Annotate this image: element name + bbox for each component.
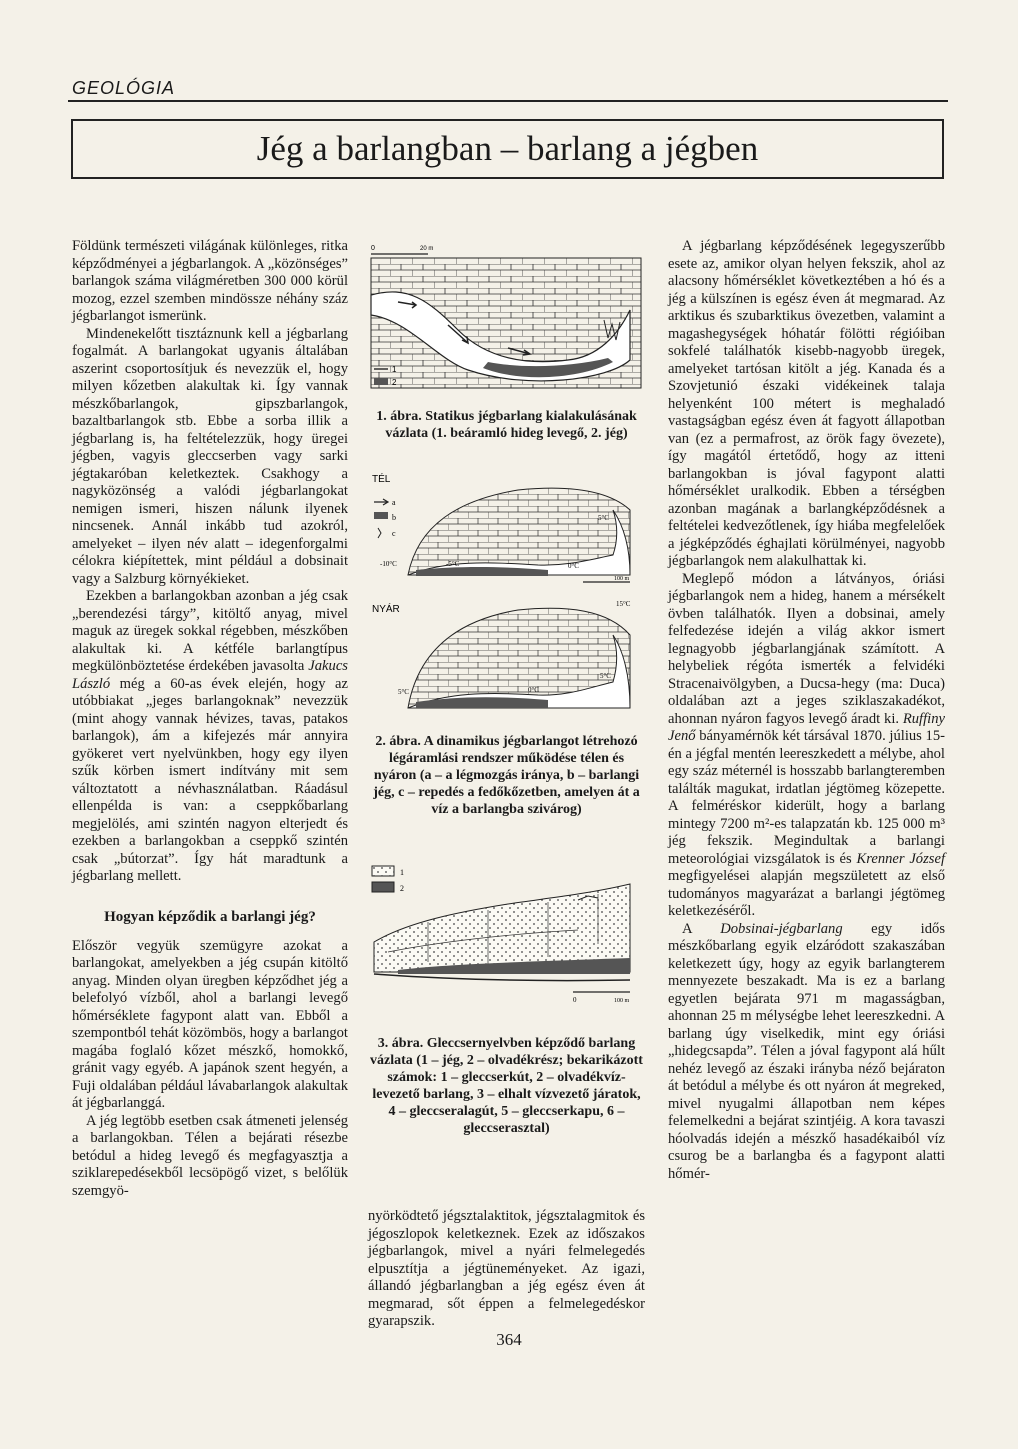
figure-2-caption: 2. ábra. A dinamikus jégbarlangot létrehozó légáramlási rendszer működése télen és nyáron (a – a légmozgás iránya, b – barlangi jég, c – repedés a fedőkőzetben, amelyen át a víz a barlangba szivárog) [373,734,640,817]
top-rule [68,100,948,102]
scale-label: 20 m [420,246,434,252]
page-number: 364 [496,1330,522,1349]
person-name: Jakucs László [72,658,348,692]
legend-a: a [392,498,396,507]
legend-2: 2 [392,378,397,387]
figure-1 [368,240,645,400]
temp-summer-2: 5°C [398,688,409,696]
title-box [71,119,944,179]
temp-summer-1: 15°C [616,600,631,608]
middle-column-text [368,1208,645,1331]
temp-winter-3: 0°C [568,562,579,570]
scale-zero: 0 [573,996,577,1004]
legend-b: b [392,513,396,522]
legend-1: 1 [400,868,404,877]
subheading: Hogyan képződik a barlangi jég? [104,908,316,925]
right-column [668,238,945,1183]
person-name: Ruffiny Jenő [668,710,945,744]
paragraph: Először vegyük szemügyre azokat a barlangokat, amelyekben a jég csupán kitöltő anyag. Minden olyan üregben képződhet jég a belefolyó vízből, ahol a barlangi levegő hőmérséklete fagypont alatt van. Ebből a szempontból tehát közömbös, hogy a barlangot magába foglaló kőzet mészkő, homokkő, gránit vagy egyéb. A japánok szent hegyén, a Fuji oldalában például lávabarlangok alakultak át jégbarlanggá. [72,937,348,1111]
figure-3 [368,862,645,1022]
cave-name: Dobsinai-jégbarlang [720,920,843,937]
paragraph: A Dobsinai-jégbarlang egy idős mészkőbarlang egyik elzáródott szakaszában keletkezett úgy, hogy az egyik barlangterem mennyezete beszakadt. Ma is ez a barlang egyetlen bejárata 971 m magasságban, ahonnan 25 m mélységbe lehet leereszkedni. A barlang úgy viselkedik, mint egy óriási „hidegcsapda”. Télen a jóval fagypont alá hűlt nehéz levegő az északi irányba néző bejáraton át betódul a mélybe és ott nyáron át megreked, mivel nyugalmi állapotban nem képes felemelkedni a bejárat szintjéig. A kora tavaszi hóolvadás idején a mészkő hasadékaiból víz csurog be a barlangba és a fagypont alatti hőmér- [668,920,945,1182]
paragraph: nyörködtető jégsztalaktitok, jégsztalagmitok és jégoszlopok keletkeznek. Ezek az időszakos jégbarlangok, mivel a nyári felmelegedés elpusztítja a jégtüneményeket. Az igazi, állandó jégbarlangban a jég egész éven át megmarad, sőt éppen a felmelegedéskor gyarapszik. [368,1208,645,1329]
summer-label: NYÁR [372,604,400,615]
scale-label: 100 m [614,576,630,582]
legend-1: 1 [392,365,397,374]
temp-winter-4: 5°C [598,514,609,522]
person-name: Krenner József [856,850,945,867]
scale-zero: 0 [371,245,375,252]
paragraph: Földünk természeti világának különleges, ritka képződményei a jégbarlangok. A „közönséges” barlangok száma világméretben 300 000 körül mozog, ezzel szemben mindössze néhány száz jégbarlangot ismerünk. [72,238,348,324]
paragraph: A jég legtöbb esetben csak átmeneti jelenség a barlangokban. Télen a bejárati résezbe betódul a hideg levegő és megfagyasztja a sziklarepedésekből lecsöpögő vizet, s belőlük szemgyö- [72,1112,348,1199]
temp-winter-1: -10°C [380,560,397,568]
winter-label: TÉL [372,474,391,485]
legend-2: 2 [400,884,404,893]
scale-label: 100 m [614,998,630,1004]
paragraph: Mindenekelőtt tisztáznunk kell a jégbarlang fogalmát. A barlangokat ugyanis általában aszerint csoportosítjuk és nevezzük el, hogy milyen kőzetben alakultak ki. Így vannak mészkőbarlangok, gipszbarlangok, bazaltbarlangok stb. Ebbe a sorba illik a jégbarlang is, ha feltételezzük, hogy üregei jégben, vagyis gleccserben vagy sarki jégtakaróban keletkeztek. Csakhogy a nagyközönség a valódi jégbarlangokat nemigen ismeri, hiszen nálunk ilyenek nincsenek. Annál inkább tud azokról, amelyeket – ilyen név alatt – idegenforgalmi célokra kiépítettek, mint például a dobsinait vagy a Salzburg környékieket. [72,325,348,587]
legend-c: c [392,529,396,538]
temp-winter-2: -5°C [446,560,460,568]
temp-summer-4: 0°C [528,686,539,694]
figure-2 [368,470,645,725]
paragraph: A jégbarlang képződésének legegyszerűbb esete az, amikor olyan helyen fekszik, ahol az alacsony hőmérséklet következtében a hó és a jég a külszínen is egész éven át megmarad. Az arktikus és szubarktikus övezetben, valamint a magashegységek hóhatár fölötti régióiban sokfelé találhatók kisebb-nagyobb üregek, amelyeket tartósan kitölt a jég. Kanada és a Szovjetunió északi vidékeinek talaja helyenként 100 métert is meghaladó vastagságban egész éven át fagyott állapotban van (ez a permafrost, az örök fagy övezete), így magától értetődő, hogy az itteni barlangokban is jóval fagypont alatti hőmérséklet uralkodik. Ebben a térségben azonban magának a barlangképződésnek a feltételei kedvezőtlenek, így hiába megfelelőek a jégképződés éghajlati körülményei, nagyobb jégbarlangok nem alakulhattak ki. [668,238,945,569]
figure-1-caption: 1. ábra. Statikus jégbarlang kialakulásának vázlata (1. beáramló hideg levegő, 2. jég) [376,409,637,441]
section-label: GEOLÓGIA [72,78,176,98]
article-title: Jég a barlangban – barlang a jégben [256,129,759,168]
paragraph: Meglepő módon a látványos, óriási jégbarlangok nem a hideg, hanem a mérsékelt övben találhatók. Ilyen a dobsinai, amely felfedezése idején a világ akkor ismert legnagyobb jégbarlangjának számított. A helybeliek régóta ismerték a felvidéki Stracenaivölgyben, a Ducsa-hegy (ma: Duca) oldalában azt a jeges sziklaszakadékot, ahonnan nyáron fagyos levegő áradt ki. Ruffiny Jenő bányamérnök két társával 1870. július 15-én a jégfal mentén leereszkedett a mélybe, ahol egy száz méternél is hosszabb barlangteremben találták magukat, irdatlan jégtömeg közepette. A felméréskor kiderült, hogy a barlang mintegy 7200 m²-es talapzatán kb. 125 000 m³ jég fekszik. Megindultak a barlangi meteorológiai vizsgálatok is és Krenner József megfigyelései alapján megszületett az első tudományos magyarázat a barlangi jégtömeg keletkezéséről. [668,570,945,919]
figure-3-caption: 3. ábra. Gleccsernyelvben képződő barlang vázlata (1 – jég, 2 – olvadékrész; bekarikázott számok: 1 – gleccserkút, 2 – olvadékvíz-levezető barlang, 3 – elhalt vízvezető járatok, 4 – gleccseralagút, 5 – gleccserkapu, 6 – gleccserasztal) [370,1036,643,1136]
paragraph: Ezekben a barlangokban azonban a jég csak „berendezési tárgy”, kitöltő anyag, mivel maguk az üregek sokkal régebben, mészkőben alakultak ki. A kétféle barlangtípus megkülönböztetése érdekében javasolta Jakucs László még a 60-as évek elején, hogy az utóbbiakat „jeges barlangoknak” nevezzük (mint ahogy vannak hévizes, tavas, patakos barlangok), ám a kifejezés már annyira gyökeret vert nyelvünkben, hogy egy ilyen szűk körben ismert indítvány mit sem változtatott a névhasználatban. Ráadásul ellenpélda is van: a cseppkőbarlang megjelölés, ami szintén nagyon elterjedt és ezekben a barlangokban a cseppkő szintén csak „bútorzat”. Így hát maradtunk a jégbarlang mellett. [72,588,348,884]
temp-summer-3: 5°C [600,672,611,680]
left-column [72,238,348,1200]
